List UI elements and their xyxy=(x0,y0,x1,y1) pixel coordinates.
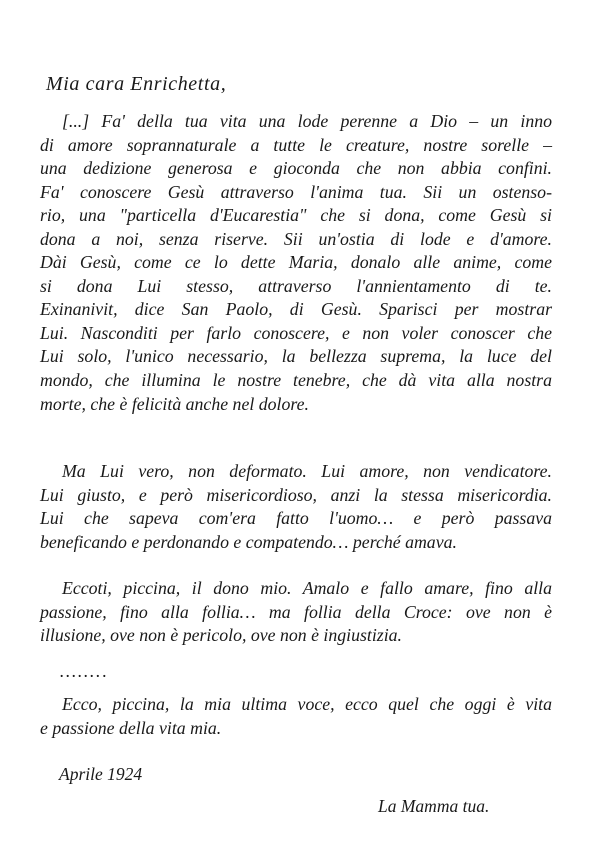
text-line: passione, fino alla follia… ma follia della Croce: ove non è xyxy=(40,601,552,622)
text-line: Lui che sapeva com'era fatto l'uomo… e però passava xyxy=(40,508,552,529)
text-line: Ecco, piccina, la mia ultima voce, ecco quel che oggi è vita xyxy=(62,694,552,714)
text-line: di amore soprannaturale a tutte le creature, nostre sorelle – xyxy=(40,134,552,155)
text-line: [...] Fa' della tua vita una lode perenne a Dio – un inno xyxy=(62,111,552,131)
text-line: morte, che è felicità anche nel dolore. xyxy=(40,393,309,414)
text-line: Lui solo, l'unico necessario, la bellezza suprema, la luce del xyxy=(40,346,552,367)
letter-date: Aprile 1924 xyxy=(59,764,143,784)
text-line: Lui. Nasconditi per farlo conoscere, e non voler conoscer che xyxy=(40,322,552,343)
text-line: si dona Lui stesso, attraverso l'annientamento di te. xyxy=(40,275,552,296)
text-line: Lui giusto, e però misericordioso, anzi la stessa misericordia. xyxy=(40,484,552,505)
text-line: Ma Lui vero, non deformato. Lui amore, non vendicatore. xyxy=(62,461,552,481)
text-line: beneficando e perdonando e compatendo… perché amava. xyxy=(40,531,457,552)
text-line: illusione, ove non è pericolo, ove non è ingiustizia. xyxy=(40,625,402,646)
text-line: rio, una "particella d'Eucarestia" che si dona, come Gesù si xyxy=(40,205,552,226)
paragraph-4 xyxy=(40,693,552,740)
ellipsis-separator: …….. xyxy=(60,661,110,681)
text-line: Fa' conoscere Gesù attraverso l'anima tua. Sii un ostenso- xyxy=(40,181,552,202)
text-line: e passione della vita mia. xyxy=(40,717,222,738)
text-line: Dài Gesù, come ce lo dette Maria, donalo alle anime, come xyxy=(40,252,552,273)
text-line: Exinanivit, dice San Paolo, di Gesù. Sparisci per mostrar xyxy=(40,299,552,320)
text-line: Eccoti, piccina, il dono mio. Amalo e fallo amare, fino alla xyxy=(62,578,552,598)
text-line: dona a noi, senza riserve. Sii un'ostia di lode e d'amore. xyxy=(40,228,552,249)
text-line: una dedizione generosa e gioconda che non abbia confini. xyxy=(40,158,552,179)
paragraph-1 xyxy=(40,110,552,416)
paragraph-2 xyxy=(40,460,552,554)
salutation: Mia cara Enrichetta, xyxy=(46,73,227,95)
text-line: mondo, che illumina le nostre tenebre, che dà vita alla nostra xyxy=(40,370,552,391)
paragraph-3 xyxy=(40,577,552,648)
signature: La Mamma tua. xyxy=(378,796,490,816)
